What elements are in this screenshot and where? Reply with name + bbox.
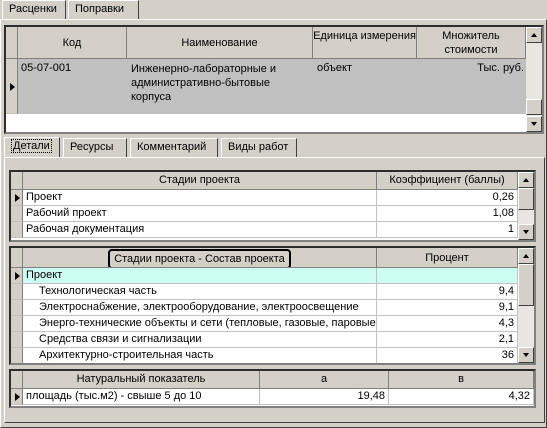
tab-resources[interactable] — [63, 138, 127, 157]
tab-corrections[interactable] — [68, 0, 139, 19]
table-row[interactable] — [11, 190, 518, 206]
scroll-down-button[interactable] — [518, 347, 534, 363]
current-row-arrow-icon — [15, 393, 20, 401]
tab-work-types-label: Виды работ — [228, 141, 289, 153]
scroll-thumb[interactable] — [526, 99, 542, 115]
composition-group: Проект — [23, 268, 377, 284]
chevron-up-icon — [523, 254, 529, 258]
stage-coefficient: 1 — [377, 222, 518, 238]
rate-unit: объект — [317, 62, 353, 74]
column-header-natural-indicator[interactable]: Натуральный показатель — [23, 371, 260, 389]
scroll-down-button[interactable] — [526, 116, 542, 132]
composition-name: Энерго-технические объекты и сети (тепловые, газовые, паровые — [23, 316, 377, 332]
composition-vertical-scrollbar[interactable] — [518, 248, 534, 363]
rate-code: 05-07-001 — [21, 62, 72, 74]
table-row[interactable] — [11, 284, 518, 300]
rate-name-line: корпуса — [131, 91, 172, 103]
scroll-down-button[interactable] — [518, 224, 534, 240]
composition-name: Электроснабжение, электрооборудование, электроосвещение — [23, 300, 377, 316]
composition-percent: 36 — [377, 348, 518, 364]
chevron-down-icon — [523, 230, 529, 234]
column-header-stage[interactable]: Стадии проекта — [23, 172, 377, 190]
column-header-name[interactable]: Наименование — [127, 27, 313, 59]
rate-name-line: Инженерно-лабораторные и — [131, 63, 277, 75]
rate-name — [131, 62, 311, 104]
tab-work-types[interactable] — [221, 138, 297, 157]
column-header-composition-label: Стадии проекта - Состав проекта — [108, 249, 291, 268]
tab-resources-label: Ресурсы — [70, 141, 114, 153]
row-indicator — [11, 348, 23, 364]
composition-percent: 2,1 — [377, 332, 518, 348]
natural-value-a: 19,48 — [260, 389, 389, 405]
composition-name: Архитектурно-строительная часть — [23, 348, 377, 364]
rate-multiplier: Тыс. руб. — [477, 62, 524, 74]
stages-indicator-header — [11, 172, 23, 190]
chevron-up-icon — [531, 33, 537, 37]
scroll-thumb[interactable] — [518, 188, 534, 210]
row-indicator — [11, 190, 23, 206]
column-header-b[interactable]: в — [389, 371, 534, 389]
row-indicator — [11, 389, 23, 405]
column-header-multiplier[interactable]: Множитель стоимости — [417, 27, 526, 59]
row-indicator — [11, 268, 23, 284]
tab-rates[interactable] — [2, 0, 66, 19]
composition-percent: 9,1 — [377, 300, 518, 316]
natural-indicator: площадь (тыс.м2) - свыше 5 до 10 — [23, 389, 260, 405]
tab-details[interactable] — [4, 137, 60, 157]
table-row[interactable] — [11, 206, 518, 222]
composition-group-percent — [377, 268, 518, 284]
tab-rates-label: Расценки — [9, 3, 57, 15]
composition-percent: 4,3 — [377, 316, 518, 332]
stages-vertical-scrollbar[interactable] — [518, 172, 534, 240]
chevron-up-icon — [523, 178, 529, 182]
composition-name: Средства связи и сигнализации — [23, 332, 377, 348]
column-header-unit[interactable]: Единица измерения — [313, 27, 417, 59]
rates-vertical-scrollbar[interactable] — [526, 27, 542, 132]
chevron-down-icon — [531, 122, 537, 126]
table-row[interactable] — [11, 389, 534, 405]
row-indicator — [11, 332, 23, 348]
column-header-a[interactable]: a — [260, 371, 389, 389]
column-header-composition[interactable] — [23, 248, 377, 268]
natural-value-b: 4,32 — [389, 389, 534, 405]
scroll-up-button[interactable] — [518, 248, 534, 264]
scroll-up-button[interactable] — [526, 27, 542, 43]
stage-coefficient: 0,26 — [377, 190, 518, 206]
column-header-percent[interactable]: Процент — [377, 248, 518, 268]
table-row[interactable] — [11, 348, 518, 364]
column-header-code[interactable]: Код — [18, 27, 127, 59]
natural-indicator-header — [11, 371, 23, 389]
scroll-thumb[interactable] — [518, 264, 534, 306]
table-row[interactable] — [11, 268, 518, 284]
table-row[interactable] — [11, 300, 518, 316]
composition-percent: 9,4 — [377, 284, 518, 300]
stage-coefficient: 1,08 — [377, 206, 518, 222]
current-row-arrow-icon — [10, 83, 15, 91]
stages-grid — [9, 170, 536, 242]
natural-indicators-grid — [9, 369, 536, 408]
stage-name: Рабочий проект — [23, 206, 377, 222]
tab-details-label: Детали — [13, 140, 50, 152]
stage-name: Рабочая документация — [23, 222, 377, 238]
row-indicator — [6, 59, 18, 114]
stage-name: Проект — [23, 190, 377, 206]
rates-indicator-header — [6, 27, 18, 59]
tab-corrections-label: Поправки — [75, 3, 125, 15]
current-row-arrow-icon — [15, 194, 20, 202]
rates-grid — [4, 25, 544, 134]
row-indicator — [11, 206, 23, 222]
chevron-down-icon — [523, 353, 529, 357]
tab-comment-label: Комментарий — [137, 141, 207, 153]
row-indicator — [11, 316, 23, 332]
rate-name-line: административно-бытовые — [131, 77, 270, 89]
table-row[interactable] — [11, 332, 518, 348]
tab-comment[interactable] — [130, 138, 218, 157]
row-indicator — [11, 300, 23, 316]
column-header-coefficient[interactable]: Коэффициент (баллы) — [377, 172, 518, 190]
table-row[interactable] — [11, 316, 518, 332]
table-row[interactable] — [11, 222, 518, 238]
composition-indicator-header — [11, 248, 23, 268]
scroll-up-button[interactable] — [518, 172, 534, 188]
current-row-arrow-icon — [15, 272, 20, 280]
table-row[interactable] — [6, 59, 526, 114]
composition-name: Технологическая часть — [23, 284, 377, 300]
row-indicator — [11, 222, 23, 238]
row-indicator — [11, 284, 23, 300]
composition-grid — [9, 246, 536, 365]
